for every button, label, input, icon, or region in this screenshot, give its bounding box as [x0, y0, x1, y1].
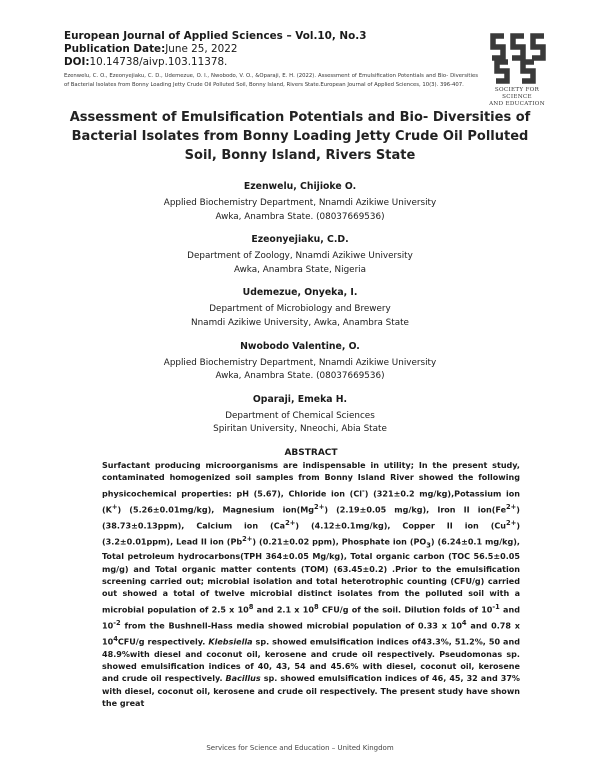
abstract-heading: ABSTRACT	[284, 448, 338, 458]
author-name: Ezeonyejiaku, C.D.	[251, 234, 349, 246]
journal-name: European Journal of Applied Sciences – Vol.10, No.3	[64, 30, 367, 42]
author-affiliation: Nnamdi Azikiwe University, Awka, Anambra State	[191, 317, 409, 328]
author-name: Oparaji, Emeka H.	[252, 393, 348, 405]
page-footer: Services for Science and Education – United Kingdom	[206, 744, 394, 752]
logo-caption: SOCIETY FOR SCIENCE AND EDUCATION	[489, 87, 545, 107]
author-block	[64, 393, 536, 437]
author-block	[64, 180, 536, 224]
publisher-logo	[480, 28, 554, 108]
author-name: Ezenwelu, Chijioke O.	[243, 181, 357, 192]
paper-title: Assessment of Emulsification Potentials and Bio- Diversities of Bacterial Isolates from Bonny Loading Jetty Crude Oil Polluted Soil, Bonny Island, Rivers State	[69, 110, 531, 163]
author-affiliation: Spiritan University, Nneochi, Abia State	[213, 424, 387, 435]
author-affiliation: Department of Chemical Sciences	[225, 410, 375, 421]
author-block	[64, 233, 536, 277]
journal-header	[64, 30, 460, 69]
author-affiliation: Department of Microbiology and Brewery	[209, 304, 391, 315]
abstract-section	[102, 448, 520, 711]
author-name: Udemezue, Onyeka, I.	[242, 287, 358, 299]
citation: Ezenwelu, C. O., Ezeonyejiaku, C. D., Udemezue, O. I., Nwobodo, V. O., &Oparaji, E. H. (2022). Assessment of Emulsification Potentials and Bio- Diversities of Bacterial Isolates from Bonny Loading Jetty Crude Oil Polluted Soil, Bonny Island, Rivers State.European Journal of Applied Sciences, 10(3). 396-407.	[64, 73, 478, 88]
publication-date: Publication Date:June 25, 2022	[64, 43, 238, 55]
sse-logo-icon	[484, 28, 550, 86]
author-block	[64, 340, 536, 384]
author-affiliation: Applied Biochemistry Department, Nnamdi Azikiwe University	[163, 198, 437, 208]
author-affiliation: Applied Biochemistry Department, Nnamdi Azikiwe University	[163, 357, 437, 368]
author-block	[64, 286, 536, 330]
doi-link[interactable]: 10.14738/aivp.103.11378.	[89, 56, 228, 68]
author-affiliation: Awka, Anambra State. (08037669536)	[215, 371, 385, 382]
author-name: Nwobodo Valentine, O.	[240, 340, 360, 352]
author-affiliation: Awka, Anambra State. (08037669536)	[215, 211, 385, 222]
author-list	[64, 180, 536, 446]
abstract-text: Surfactant producing microorganisms are indispensable in utility; In the present study, contaminated homogenized soil samples from Bonny Island River showed the following physicochemical properties: pH (5.67), Chloride ion (Cl-) (321±0.2 mg/kg),Potassium ion (K+) (5.26±0.01mg/kg), Magnesium $ion(Mg^{2+})$ (2.19±0.05 mg/kg), Iron II $ion(Fe^{2+})$ (38.73±0.13ppm), Calcium ion $(Ca^{2+})$ (4.12±0.1mg/kg), Copper II ion $(Cu^{2+})$ (3.2±0.01ppm), Lead II ion $(Pb^{2+})$ (0.21±0.02 ppm), Phosphate ion $(PO_3)$ (6.24±0.1 mg/kg), Total petroleum hydrocarbons(TPH 364±0.05 Mg/kg), Total organic carbon (TOC 56.5±0.05 mg/g) and Total organic matter contents (TOM) (63.45±0.2) .Prior to the emulsification screening carried out; microbial isolation and total heterotrophic counting (CFU/g) carried out showed a total of twelve microbial distinct isolates from the polluted soil with a microbial population of 2.5 x $10^8$ and 2.1 x $10^8$ CFU/g of the soil. Dilution folds of $10^{-1}$ and $10^{-2}$ from the Bushnell-Hass media showed microbial population of 0.33 x $10^4$ and 0.78 x $10^4CFU/g$ respectively. Klebsiella sp. showed emulsification indices of43.3%, 51.2%, 50 and 48.9%with diesel and coconut oil, kerosene and crude oil respectively. Pseudomonas sp. showed emulsification indices of 40, 43, 54 and 45.6% with diesel, coconut oil, kerosene and crude oil respectively. Bacillus sp. showed emulsification indices of 46, 45, 32 and 37% with diesel, coconut oil, kerosene and crude oil respectively. The present study have shown the great	[102, 461, 520, 709]
doi: DOI:10.14738/aivp.103.11378.	[64, 56, 228, 68]
author-affiliation: Awka, Anambra State, Nigeria	[233, 264, 367, 275]
author-affiliation: Department of Zoology, Nnamdi Azikiwe University	[187, 251, 413, 262]
